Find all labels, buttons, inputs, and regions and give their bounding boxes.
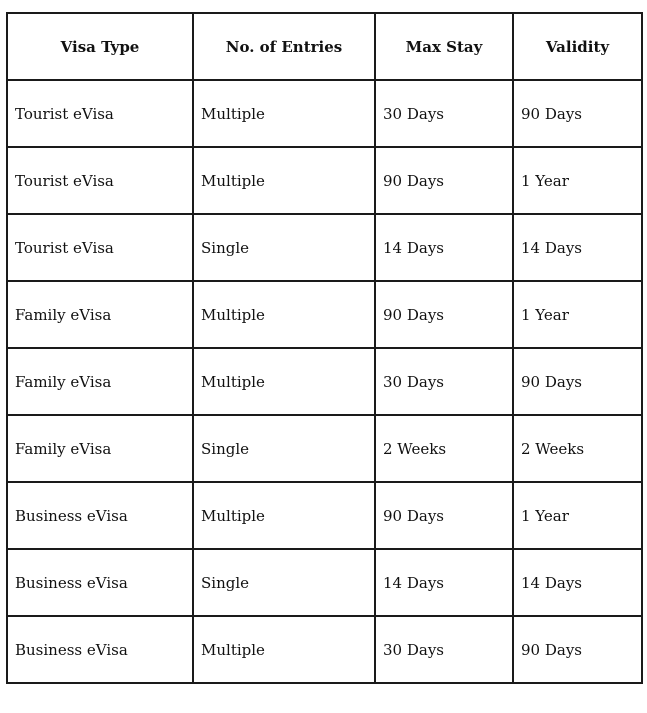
cell-validity: 90 Days — [513, 80, 642, 147]
cell-visa-type: Tourist eVisa — [7, 80, 193, 147]
cell-entries: Multiple — [193, 80, 375, 147]
cell-visa-type: Business eVisa — [7, 549, 193, 616]
cell-entries: Multiple — [193, 281, 375, 348]
cell-visa-type: Family eVisa — [7, 281, 193, 348]
header-validity: Validity — [513, 13, 642, 80]
header-max-stay: Max Stay — [375, 13, 513, 80]
cell-visa-type: Family eVisa — [7, 348, 193, 415]
cell-visa-type: Tourist eVisa — [7, 214, 193, 281]
cell-validity: 2 Weeks — [513, 415, 642, 482]
table-row — [7, 348, 642, 415]
cell-entries: Multiple — [193, 616, 375, 683]
cell-entries: Single — [193, 415, 375, 482]
cell-max-stay: 90 Days — [375, 147, 513, 214]
header-visa-type: Visa Type — [7, 13, 193, 80]
table-row — [7, 482, 642, 549]
cell-validity: 14 Days — [513, 214, 642, 281]
cell-entries: Multiple — [193, 482, 375, 549]
table-row — [7, 415, 642, 482]
cell-validity: 1 Year — [513, 281, 642, 348]
cell-validity: 1 Year — [513, 482, 642, 549]
cell-max-stay: 90 Days — [375, 281, 513, 348]
cell-validity: 90 Days — [513, 616, 642, 683]
cell-validity: 1 Year — [513, 147, 642, 214]
cell-entries: Multiple — [193, 348, 375, 415]
cell-entries: Single — [193, 549, 375, 616]
cell-max-stay: 14 Days — [375, 214, 513, 281]
table-row — [7, 549, 642, 616]
cell-max-stay: 90 Days — [375, 482, 513, 549]
visa-table — [6, 12, 643, 684]
cell-validity: 14 Days — [513, 549, 642, 616]
cell-visa-type: Business eVisa — [7, 482, 193, 549]
table-row — [7, 80, 642, 147]
cell-visa-type: Family eVisa — [7, 415, 193, 482]
cell-validity: 90 Days — [513, 348, 642, 415]
table-row — [7, 214, 642, 281]
cell-max-stay: 30 Days — [375, 616, 513, 683]
cell-entries: Multiple — [193, 147, 375, 214]
cell-max-stay: 2 Weeks — [375, 415, 513, 482]
header-row — [7, 13, 642, 80]
cell-entries: Single — [193, 214, 375, 281]
cell-max-stay: 30 Days — [375, 348, 513, 415]
cell-max-stay: 14 Days — [375, 549, 513, 616]
table-row — [7, 281, 642, 348]
table-row — [7, 147, 642, 214]
header-entries: No. of Entries — [193, 13, 375, 80]
cell-visa-type: Tourist eVisa — [7, 147, 193, 214]
cell-max-stay: 30 Days — [375, 80, 513, 147]
cell-visa-type: Business eVisa — [7, 616, 193, 683]
table-row — [7, 616, 642, 683]
